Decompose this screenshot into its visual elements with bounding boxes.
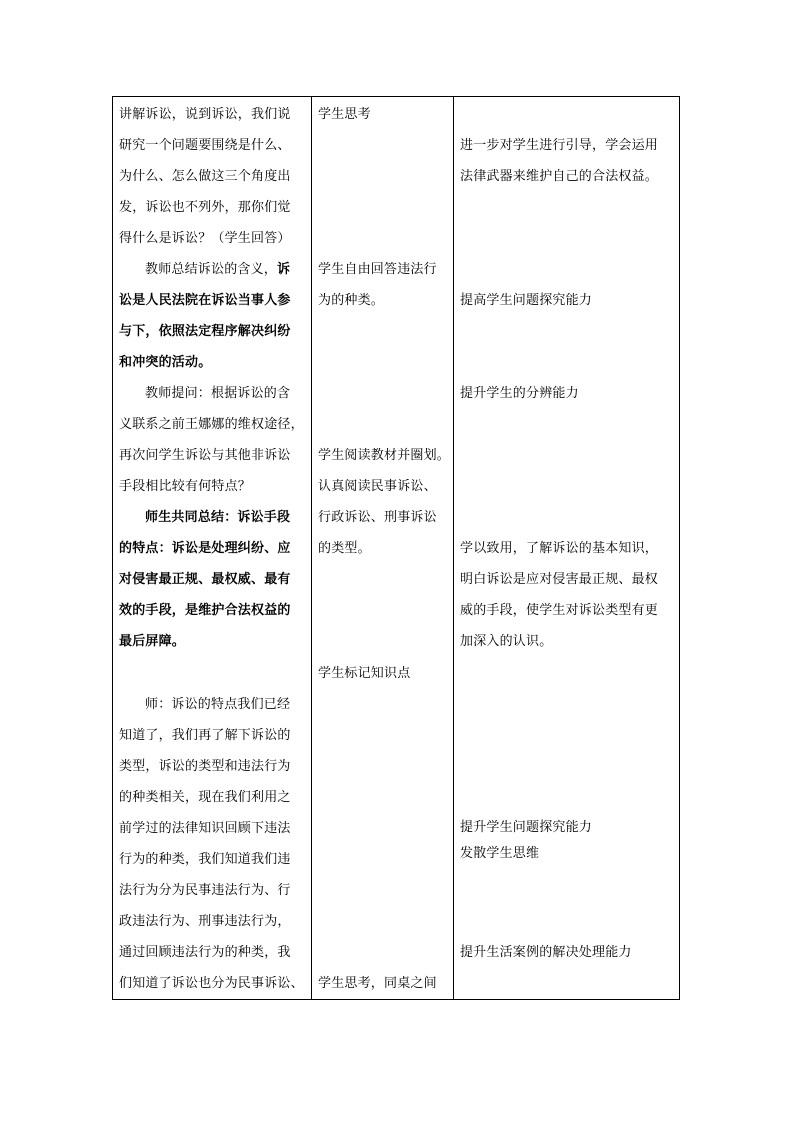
text-line: 提高学生问题探究能力	[460, 293, 593, 308]
text-line: 研究一个问题要围绕是什么、	[119, 138, 291, 153]
text-line: 提升学生问题探究能力	[460, 820, 593, 835]
text-line: 学生自由回答违法行	[318, 262, 437, 277]
student-mark	[312, 658, 453, 689]
text-line: 再次问学生诉讼与其他非诉讼	[119, 448, 291, 463]
teacher-activity-column	[113, 97, 311, 999]
text-line: 学生思考，同桌之间	[318, 976, 437, 991]
text-line: 师：诉讼的特点我们已经	[145, 697, 291, 712]
text-line: 的特点：诉讼是处理纠纷、应	[119, 541, 291, 556]
text-line: 义联系之前王娜娜的维权途径，	[119, 417, 304, 432]
text-line: 进一步对学生进行引导，学会运用	[460, 138, 659, 153]
intent-distinguish	[454, 378, 679, 409]
intent-apply	[454, 533, 679, 657]
text-line: 学生阅读教材并圈划。	[318, 448, 451, 463]
text-line: 学生标记知识点	[318, 666, 411, 681]
text-line: 手段相比较有何特点？	[119, 479, 252, 494]
intent-case	[454, 937, 679, 968]
lesson-table	[112, 96, 680, 1000]
text-line: 教师提问：根据诉讼的含	[145, 386, 291, 401]
paragraph-definition	[113, 254, 311, 378]
text-line: 们知道了诉讼也分为民事诉讼、	[119, 976, 304, 991]
paragraph-question	[113, 378, 311, 502]
text-line: 与下，依照法定程序解决纠纷	[119, 324, 291, 339]
text-line: 的种类相关，现在我们利用之	[119, 790, 291, 805]
text-line: 的类型。	[318, 541, 371, 556]
text-line: 加深入的认识。	[460, 634, 553, 649]
text-line: 法律武器来维护自己的合法权益。	[460, 169, 659, 184]
text-line: 类型，诉讼的类型和违法行为	[119, 759, 291, 774]
text-line: 学以致用，了解诉讼的基本知识，	[460, 541, 659, 556]
text-line: 政违法行为、刑事违法行为，	[119, 914, 291, 929]
student-think	[312, 99, 453, 130]
paragraph-types	[113, 689, 311, 999]
text-line: 为什么、怎么做这三个角度出	[119, 169, 291, 184]
text-line: 前学过的法律知识回顾下违法	[119, 821, 291, 836]
text-line: 讼是人民法院在诉讼当事人参	[119, 293, 291, 308]
text-line: 行为的种类，我们知道我们违	[119, 852, 291, 867]
text-line: 对侵害最正规、最权威、最有	[119, 572, 291, 587]
text-line: 最后屏障。	[119, 634, 186, 649]
text-run-bold: 诉	[277, 262, 291, 277]
text-line: 明白诉讼是应对侵害最正规、最权	[460, 572, 659, 587]
text-line: 威的手段，使学生对诉讼类型有更	[460, 603, 659, 618]
text-line: 得什么是诉讼？（学生回答）	[119, 231, 291, 246]
text-line: 提升学生的分辨能力	[460, 386, 579, 401]
paragraph-summary	[113, 502, 311, 657]
student-discuss	[312, 968, 453, 999]
text-run: 教师总结诉讼的含义，	[145, 262, 278, 277]
text-line: 效的手段，是维护合法权益的	[119, 603, 291, 618]
intent-guide	[454, 130, 679, 192]
text-line: 为的种类。	[318, 293, 385, 308]
text-line: 讲解诉讼，说到诉讼，我们说	[119, 107, 291, 122]
text-line: 法行为分为民事违法行为、行	[119, 883, 291, 898]
intent-divergent	[454, 815, 679, 867]
student-activity-column	[312, 97, 453, 999]
text-line: 认真阅读民事诉讼、	[318, 479, 437, 494]
paragraph-intro	[113, 99, 311, 254]
text-line: 通过回顾违法行为的种类，我	[119, 945, 291, 960]
text-line: 和冲突的活动。	[119, 355, 212, 370]
text-line: 发散学生思维	[460, 846, 540, 861]
text-line: 师生共同总结：诉讼手段	[145, 510, 291, 525]
text-line: 提升生活案例的解决处理能力	[460, 945, 632, 960]
student-answer	[312, 254, 453, 316]
intent-explore	[454, 285, 679, 316]
text-line: 发，诉讼也不列外，那你们觉	[119, 200, 291, 215]
text-line	[119, 254, 311, 285]
text-line: 学生思考	[318, 107, 371, 122]
student-reading	[312, 440, 453, 564]
design-intent-column	[454, 97, 679, 999]
text-line: 知道了，我们再了解下诉讼的	[119, 728, 291, 743]
text-line: 行政诉讼、刑事诉讼	[318, 510, 437, 525]
